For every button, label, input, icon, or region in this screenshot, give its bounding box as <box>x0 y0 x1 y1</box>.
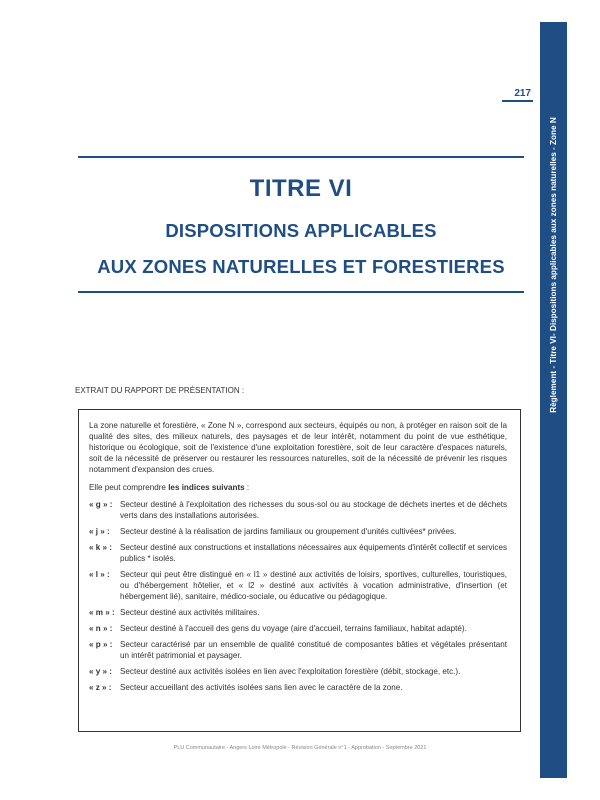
index-item-j <box>89 526 507 537</box>
intro-paragraph: La zone naturelle et forestière, « Zone N », correspond aux secteurs, équipés ou non, à protéger en raison soit de la qualité des sites, des milieux naturels, des paysages et de leur intérêt, notamment du point de vue esthétique, historique ou écologique, soit de l'existence d'une exploitation forestière, soit de leur caractère d'espaces naturels, soit de la nécessité de préserver ou restaurer les ressources naturelles, soit de la nécessité de prévenir les risques notamment d'expansion des crues. <box>89 421 507 474</box>
index-description: Secteur caractérisé par un ensemble de qualité constitué de composantes bâties et végétales présentant un intérêt patrimonial et paysager. <box>120 640 507 660</box>
index-description: Secteur destiné à l'accueil des gens du voyage (aire d'accueil, terrains familiaux, habitat adapté). <box>120 624 467 633</box>
extract-box <box>78 409 521 732</box>
index-description: Secteur destiné à l'exploitation des richesses du sous-sol ou au stockage de déchets inertes et de déchets verts dans des installations autorisées. <box>120 500 507 520</box>
index-item-m <box>89 607 507 618</box>
indices-intro-bold: les indices suivants <box>168 483 245 492</box>
index-code: « y » : <box>89 667 112 676</box>
index-item-k <box>89 542 507 564</box>
index-code: « z » : <box>89 683 112 692</box>
index-item-n <box>89 623 507 634</box>
indices-intro-prefix: Elle peut comprendre <box>89 483 169 492</box>
index-description: Secteur destiné aux activités militaires. <box>120 608 260 617</box>
index-description: Secteur destiné aux activités isolées en lien avec l'exploitation forestière (débit, stockage, etc.). <box>120 667 461 676</box>
index-code: « k » : <box>89 543 112 552</box>
page-footer: PLU Communautaire - Angers Loire Métropole - Révision Générale n°1 - Approbation - Septembre 2021 <box>173 745 427 751</box>
subtitle-line-2: AUX ZONES NATURELLES ET FORESTIERES <box>97 256 505 277</box>
index-description: Secteur destiné aux constructions et installations nécessaires aux équipements d'intérêt collectif et services publics * isolés. <box>120 543 507 563</box>
index-code: « m » : <box>89 608 115 617</box>
page-number: 217 <box>514 88 531 99</box>
page-number-underline <box>502 100 533 102</box>
index-description: Secteur destiné à la réalisation de jardins familiaux ou groupement d'unités cultivées* privées. <box>120 527 457 536</box>
sidebar-label: Règlement - Titre VI- Dispositions applicables aux zones naturelles - Zone N <box>549 117 558 413</box>
indices-intro-suffix: : <box>244 483 250 492</box>
index-item-z <box>89 682 507 693</box>
extrait-label: EXTRAIT DU RAPPORT DE PRÉSENTATION : <box>75 386 245 395</box>
index-item-l <box>89 569 507 602</box>
index-code: « p » : <box>89 640 113 649</box>
index-code: « l » : <box>89 570 110 579</box>
indices-intro <box>89 482 507 493</box>
index-item-g <box>89 499 507 521</box>
index-item-p <box>89 639 507 661</box>
page-title: TITRE VI <box>249 175 353 202</box>
index-description: Secteur accueillant des activités isolées sans lien avec le caractère de la zone. <box>120 683 403 692</box>
extract-content <box>89 420 507 698</box>
index-code: « g » : <box>89 500 113 509</box>
index-code: « n » : <box>89 624 113 633</box>
index-item-y <box>89 666 507 677</box>
title-rule-bottom <box>78 291 524 293</box>
index-description: Secteur qui peut être distingué en « l1 » destiné aux activités de loisirs, sportives, culturelles, touristiques, ou d'hébergement hôtelier, et « l2 » destiné aux activités à vocation administrative, d'insertion (et hébergement lié), sanitaire, médico-sociale, ou éducative ou pédagogique. <box>120 570 507 601</box>
index-code: « j » : <box>89 527 110 536</box>
title-rule-top <box>78 156 524 158</box>
subtitle-line-1: DISPOSITIONS APPLICABLES <box>165 220 437 241</box>
